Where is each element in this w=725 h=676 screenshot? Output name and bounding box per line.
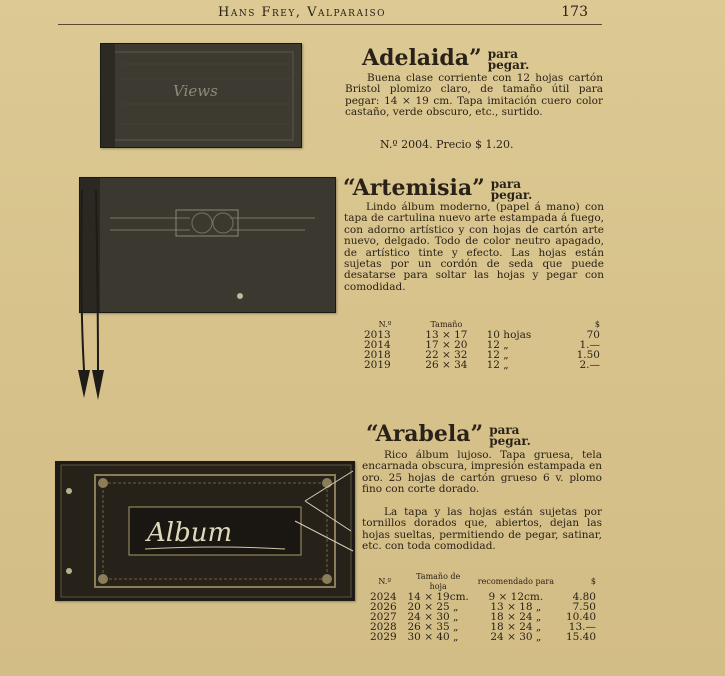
arabela-cover-text: Album	[147, 518, 233, 548]
artemisia-price-table	[360, 320, 604, 370]
table-row: 2014 17 × 20 12 „ 1.—	[364, 339, 600, 351]
artemisia-album-image	[79, 177, 336, 313]
adelaida-name: Adelaida”	[362, 45, 482, 71]
table-row: 2026 20 × 25 „ 13 × 18 „ 7.50	[370, 601, 596, 613]
adelaida-price: N.º 2004. Precio $ 1.20.	[380, 138, 514, 151]
cord-tassel-icon	[76, 180, 106, 404]
page-number: 173	[561, 4, 588, 20]
artemisia-cord	[76, 180, 106, 404]
artemisia-album-illustration	[80, 178, 335, 312]
adelaida-cover-text: Views	[173, 82, 218, 100]
adelaida-album-illustration	[101, 44, 301, 147]
table-row: 2027 24 × 30 „ 18 × 24 „ 10.40	[370, 611, 596, 623]
table-row: 2024 14 × 19cm. 9 × 12cm. 4.80	[370, 591, 596, 603]
arabela-album-illustration	[55, 461, 355, 601]
header-title: Hans Frey, Valparaiso	[218, 5, 387, 20]
arabela-para-label: para pegar.	[489, 423, 531, 448]
artemisia-title	[343, 175, 532, 201]
table-row: 2019 26 × 34 12 „ 2.—	[364, 359, 600, 371]
artemisia-para-label: para pegar.	[490, 177, 533, 202]
arabela-description-1: Rico álbum lujoso. Tapa gruesa, tela encarnada obscura, impresión estampada en oro. 25 hojas de cartón grueso 6 v. plomo fino con corte dorado.	[362, 449, 602, 496]
adelaida-description: Buena clase corriente con 12 hojas cartón Bristol plomizo claro, de tamaño útil para pegar: 14 × 19 cm. Tapa imitación cuero color castaño, verde obscuro, etc., surtido.	[345, 72, 603, 119]
table-header-row: N.º Tamaño de hoja recomendado para $	[378, 572, 596, 591]
table-header-row: N.º Tamaño $	[378, 320, 600, 329]
adelaida-title	[362, 45, 529, 71]
arabela-title	[366, 421, 531, 447]
table-row: 2029 30 × 40 „ 24 × 30 „ 15.40	[370, 631, 596, 643]
adelaida-album-image	[100, 43, 302, 148]
arabela-price-table	[366, 572, 600, 642]
table-row: 2013 13 × 17 10 hojas 70	[364, 329, 600, 341]
artemisia-name: “Artemisia”	[343, 175, 485, 201]
arabela-description-2: La tapa y las hojas están sujetas por tornillos dorados que, abiertos, dejan las hojas sueltas, permitiendo de pegar, satinar, etc. con toda comodidad.	[362, 506, 602, 553]
table-row: 2018 22 × 32 12 „ 1.50	[364, 349, 600, 361]
arabela-name: “Arabela”	[366, 421, 484, 447]
artemisia-description: Lindo álbum moderno, (papel á mano) con tapa de cartulina nuevo arte estampada á fuego, con adorno artístico y con hojas de cartón arte nuevo, delgado. Todo de color neutro apagado, de artístico tinte y efecto. Las hojas están sujetas por un cordón de seda que puede desatarse para soltar las hojas y pegar con comodidad.	[344, 201, 604, 293]
table-row: 2028 26 × 35 „ 18 × 24 „ 13.—	[370, 621, 596, 633]
page-header	[58, 4, 602, 25]
arabela-album-image	[55, 461, 355, 601]
adelaida-para-label: para pegar.	[487, 47, 530, 72]
